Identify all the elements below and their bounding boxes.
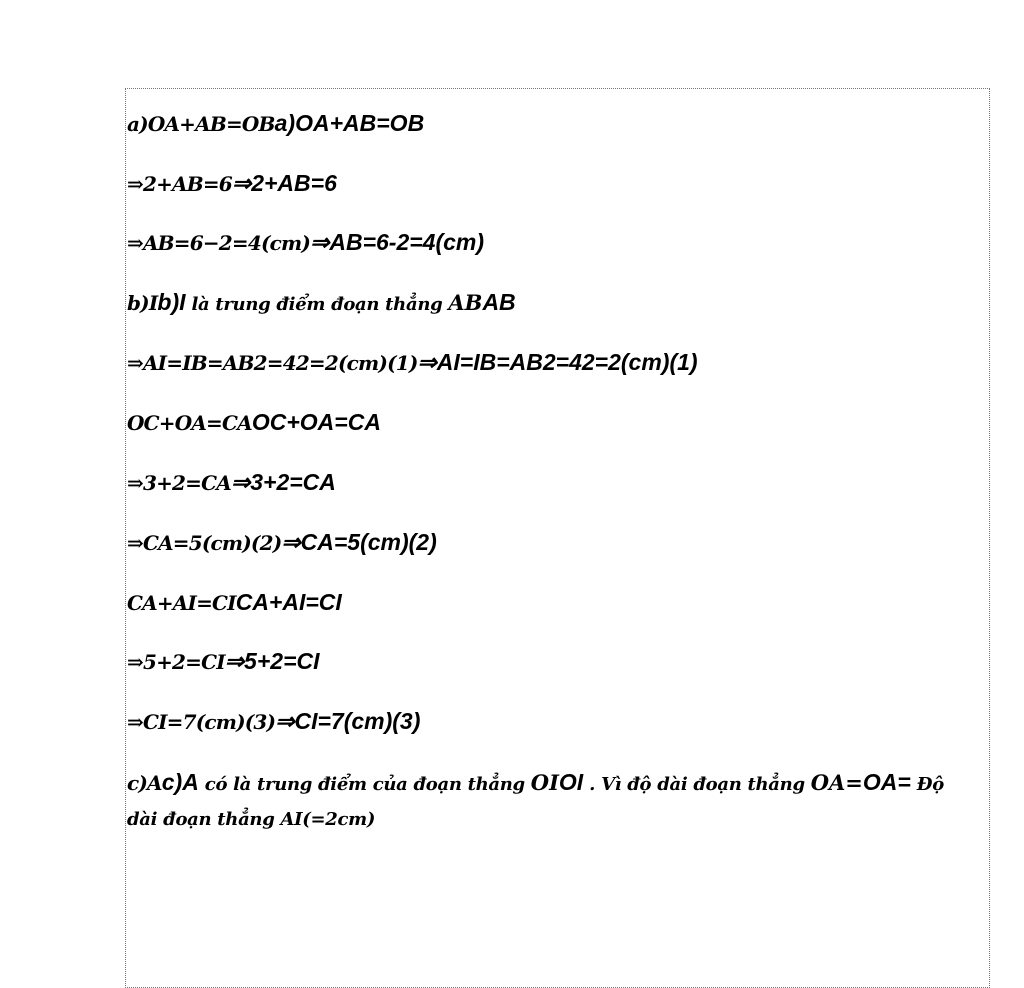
equation-sans: ⇒CA=5(cm)(2) [281,529,437,555]
equation-line-3 [127,231,484,254]
equation-line-9 [127,650,320,673]
equation-serif: ⇒AB=6−2=4(cm) [127,231,311,255]
part-c-text-3: Độ [910,774,944,795]
part-c-label-serif: c)A [127,771,162,795]
part-c-text-1: có là trung điểm của đoạn thẳng [198,774,531,795]
equation-sans: ⇒5+2=CI [224,648,320,674]
equation-line-7 [127,531,437,554]
part-b-text: là trung điểm đoạn thẳng [185,294,449,315]
part-c-math2-sans: OA= [862,769,911,795]
equation-line-6 [127,471,336,494]
part-c-line-2 [127,811,375,829]
part-c-math2-serif: OA= [810,770,863,795]
equation-sans: CA+AI=CI [235,589,342,615]
part-b-math-serif: AB [448,290,483,315]
part-b-label-sans: b)I [157,289,186,315]
part-c-label-sans: c)A [161,769,199,795]
part-c-line [127,771,944,794]
equation-serif: ⇒AI=IB=AB2=42=2(cm)(1) [127,351,418,375]
equation-line-5 [127,411,381,434]
equation-sans: ⇒3+2=CA [230,469,336,495]
equation-sans: a)OA+AB=OB [274,110,425,136]
equation-line-2 [127,172,337,195]
equation-serif: ⇒2+AB=6 [127,172,232,196]
equation-serif: CA+AI=CI [127,591,236,615]
equation-line-1 [127,112,424,135]
part-c-math-serif: OI [530,770,559,795]
equation-sans: ⇒AI=IB=AB2=42=2(cm)(1) [417,349,698,375]
equation-line-10 [127,710,420,733]
equation-line-4 [127,351,698,374]
equation-serif: ⇒CI=7(cm)(3) [127,710,276,734]
part-c-text-2: . Vì độ dài đoạn thẳng [583,774,811,795]
equation-serif: a)OA+AB=OB [127,112,275,136]
equation-sans: OC+OA=CA [251,409,381,435]
equation-sans: ⇒AB=6-2=4(cm) [310,229,485,255]
part-c-continuation: dài đoạn thẳng AI(=2cm) [127,809,376,830]
part-b-label-serif: b)I [127,291,158,315]
part-b-math-sans: AB [482,289,516,315]
equation-serif: ⇒3+2=CA [127,471,231,495]
equation-serif: ⇒CA=5(cm)(2) [127,531,282,555]
equation-sans: ⇒CI=7(cm)(3) [275,708,421,734]
part-b-line [127,291,516,314]
equation-line-8 [127,591,342,614]
equation-sans: ⇒2+AB=6 [231,170,337,196]
part-c-math-sans: OI [558,769,584,795]
equation-serif: ⇒5+2=CI [127,650,225,674]
equation-serif: OC+OA=CA [127,411,252,435]
